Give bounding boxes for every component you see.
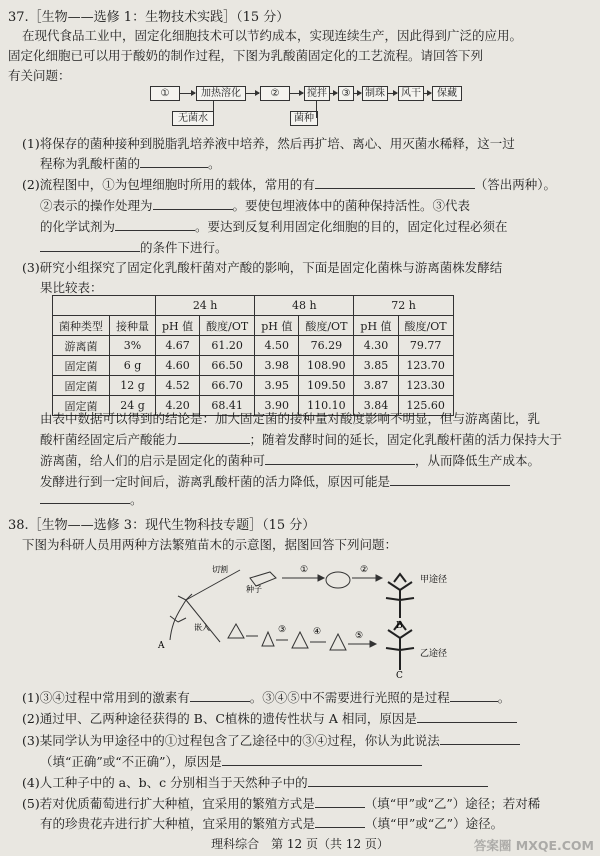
flow-box-strain: 菌种 (290, 111, 318, 126)
col-header: pH 值 (255, 316, 299, 336)
arrowhead (318, 575, 324, 581)
time-header-24h: 24 h (156, 296, 255, 316)
table-cell: 6 g (110, 356, 156, 376)
table-cell: 3.87 (354, 376, 398, 396)
table-cell: 61.20 (200, 336, 255, 356)
table-cell: 3.85 (354, 356, 398, 376)
seed-sketch (250, 572, 276, 586)
q37-intro-line-3: 有关问题： (8, 68, 71, 83)
table-cell: 3% (110, 336, 156, 356)
col-header: pH 值 (156, 316, 200, 336)
label-c: C (396, 671, 403, 680)
immobilization-flow-diagram (150, 84, 457, 126)
answer-blank[interactable] (178, 431, 250, 444)
table-cell: 4.52 (156, 376, 200, 396)
q37-p4-line-3: 游离菌，给人们的启示是固定化的菌种可 ，从而降低生产成本。 (40, 453, 541, 468)
table-cell: 123.30 (398, 376, 453, 396)
flask-3 (292, 632, 308, 648)
answer-blank[interactable] (315, 815, 365, 828)
table-row (53, 376, 454, 396)
q37-p4-line-2: 酸杆菌经固定后产酸能力 ；随着发酵时间的延长，固定化乳酸杆菌的活力保持大于 (40, 432, 563, 447)
q37-p2-line-4: 的条件下进行。 (40, 238, 228, 256)
label-step-3: ③ (278, 625, 287, 635)
flow-box-2: ② (260, 86, 290, 101)
table-corner (53, 296, 156, 316)
table-cell: 76.29 (299, 336, 354, 356)
table-cell: 109.50 (299, 376, 354, 396)
table-row (53, 336, 454, 356)
q37-p1-line-1: (1)将保存的菌种接种到脱脂乳培养液中培养，然后再扩培、离心、用灭菌水稀释，这一过 (22, 136, 515, 151)
seed-capsule (326, 572, 350, 588)
fermentation-results-table (52, 295, 454, 416)
flow-arrow (179, 93, 195, 94)
table-cell: 24 g (110, 396, 156, 416)
flow-arrow (329, 93, 337, 94)
table-cell: 66.50 (200, 356, 255, 376)
col-header: pH 值 (354, 316, 398, 336)
q37-p4-line-1: 由表中数据可以得到的结论是：加大固定菌的接种量对酸度影响不明显，但与游离菌比，乳 (40, 411, 541, 426)
table-cell: 3.84 (354, 396, 398, 416)
q37-intro-line-1: 在现代食品工业中，固定化细胞技术可以节约成本，实现连续生产，因此得到广泛的应用。 (22, 28, 523, 43)
flow-box-stir: 搅拌 (304, 86, 330, 101)
col-header: 酸度/OT (398, 316, 453, 336)
label-path-yi: 乙途径 (420, 649, 448, 659)
q37-p4-line-4: 发酵进行到一定时间后，游离乳酸杆菌的活力降低，原因可能是 (40, 472, 510, 490)
flow-arrow (289, 93, 303, 94)
table-cell: 110.10 (299, 396, 354, 416)
answer-blank[interactable] (140, 155, 208, 168)
table-cell: 123.70 (398, 356, 453, 376)
watermark-logo: 答案圈 MXQE.COM (473, 838, 594, 853)
flow-box-dry: 风干 (398, 86, 424, 101)
table-cell: 游离菌 (53, 336, 110, 356)
answer-blank[interactable] (450, 689, 498, 702)
path-line (186, 600, 220, 642)
q37-p4-line-5: 。 (40, 490, 143, 508)
answer-blank[interactable] (315, 176, 475, 189)
q38-p2: (2)通过甲、乙两种途径获得的 B、C植株的遗传性状与 A 相同，原因是 (22, 709, 517, 727)
table-cell: 4.67 (156, 336, 200, 356)
flow-box-store: 保藏 (432, 86, 462, 101)
flask-2 (262, 632, 274, 646)
label-step-2: ② (360, 565, 369, 575)
table-cell: 3.98 (255, 356, 299, 376)
table-cell: 66.70 (200, 376, 255, 396)
path-line (186, 570, 240, 600)
flow-connector (213, 100, 214, 118)
plant-a-sketch (170, 594, 192, 640)
q38-p5-line-1: (5)若对优质葡萄进行扩大种植，宜采用的繁殖方式是 （填“甲”或“乙”）途径；若对稀 (22, 796, 541, 811)
q38-p3-line-2: （填“正确”或“不正确”），原因是 (40, 752, 422, 770)
table-cell: 固定菌 (53, 356, 110, 376)
col-header: 接种量 (110, 316, 156, 336)
page-footer: 理科综合 第 12 页（共 12 页） (211, 837, 389, 851)
answer-blank[interactable] (153, 197, 233, 210)
label-cut: 切割 (212, 565, 228, 574)
time-header-72h: 72 h (354, 296, 453, 316)
time-header-48h: 48 h (255, 296, 354, 316)
col-header: 酸度/OT (200, 316, 255, 336)
arrowhead (370, 641, 376, 647)
tree-b-sketch (386, 574, 414, 618)
q37-p1-line-2: 程称为乳酸杆菌的 。 (40, 156, 221, 171)
col-header: 酸度/OT (299, 316, 354, 336)
flow-box-heat: 加热溶化 (196, 86, 246, 101)
answer-blank[interactable] (115, 218, 195, 231)
label-embed: 嵌入 (194, 623, 210, 632)
flask-1 (228, 624, 244, 638)
flow-box-1: ① (150, 86, 180, 101)
table-cell: 3.95 (255, 376, 299, 396)
answer-blank[interactable] (265, 452, 415, 465)
label-path-jia: 甲途径 (420, 575, 448, 585)
q37-p2-line-1: (2)流程图中，①为包埋细胞时所用的载体，常用的有 （答出两种）。 (22, 177, 556, 192)
q37-intro-line-2: 固定化细胞已可以用于酸奶的制作过程，下图为乳酸菌固定化的工艺流程。请回答下列 (8, 48, 484, 63)
table-cell: 68.41 (200, 396, 255, 416)
arrowhead (376, 575, 382, 581)
q37-p2-line-2: ②表示的操作处理为 。要使包埋液体中的菌种保持活性。③代表 (40, 198, 471, 213)
flow-box-3: ③ (338, 86, 354, 101)
table-cell: 3.90 (255, 396, 299, 416)
answer-blank[interactable] (440, 732, 520, 745)
answer-blank[interactable] (40, 239, 140, 252)
label-seed: 种子 (246, 585, 262, 594)
answer-blank[interactable] (222, 753, 422, 766)
flow-arrow (387, 93, 397, 94)
q38-intro: 下图为科研人员用两种方法繁殖苗木的示意图，据图回答下列问题： (22, 537, 398, 552)
q37-header: 37.［生物——选修 1：生物技术实践］（15 分） (8, 10, 290, 25)
q38-header: 38.［生物——选修 3：现代生物科技专题］（15 分） (8, 518, 316, 533)
q37-p2-line-3: 的化学试剂为 。要达到反复利用固定化细胞的目的，固定化过程必须在 (40, 219, 508, 234)
table-row (53, 356, 454, 376)
col-header: 菌种类型 (53, 316, 110, 336)
answer-blank[interactable] (417, 710, 517, 723)
flow-connector (316, 100, 317, 118)
answer-blank[interactable] (40, 491, 130, 504)
answer-blank[interactable] (390, 473, 510, 486)
q38-p5-line-2: 有的珍贵花卉进行扩大种植，宜采用的繁殖方式是 （填“甲”或“乙”）途径。 (40, 816, 504, 831)
flow-box-bead: 制珠 (362, 86, 388, 101)
q38-p1: (1)③④过程中常用到的激素有 。③④⑤中不需要进行光照的是过程 。 (22, 690, 511, 705)
flow-arrow (353, 93, 361, 94)
answer-blank[interactable] (308, 774, 488, 787)
answer-blank[interactable] (315, 795, 365, 808)
table-cell: 12 g (110, 376, 156, 396)
label-step-1: ① (300, 565, 309, 575)
table-cell: 125.60 (398, 396, 453, 416)
label-step-4: ④ (313, 627, 322, 637)
table-cell: 108.90 (299, 356, 354, 376)
flow-arrow (423, 93, 431, 94)
flow-box-sterile-water: 无菌水 (172, 111, 214, 126)
answer-blank[interactable] (190, 689, 250, 702)
q37-p3-line-1: (3)研究小组探究了固定化乳酸杆菌对产酸的影响，下面是固定化菌株与游离菌株发酵结 (22, 260, 503, 275)
q37-p3-line-2: 果比较表： (40, 280, 103, 295)
table-cell: 4.30 (354, 336, 398, 356)
table-cell: 4.60 (156, 356, 200, 376)
plant-propagation-figure (150, 560, 480, 680)
q38-p4: (4)人工种子中的 a、b、c 分别相当于天然种子中的 (22, 773, 488, 791)
flow-arrow (245, 93, 259, 94)
table-cell: 固定菌 (53, 396, 110, 416)
label-step-5: ⑤ (355, 631, 364, 641)
table-cell: 79.77 (398, 336, 453, 356)
table-cell: 4.20 (156, 396, 200, 416)
table-cell: 4.50 (255, 336, 299, 356)
flask-4 (330, 634, 346, 650)
label-a: A (158, 641, 165, 651)
q38-p3-line-1: (3)某同学认为甲途径中的①过程包含了乙途径中的③④过程，你认为此说法 (22, 731, 520, 749)
table-cell: 固定菌 (53, 376, 110, 396)
label-b: B (396, 621, 403, 631)
